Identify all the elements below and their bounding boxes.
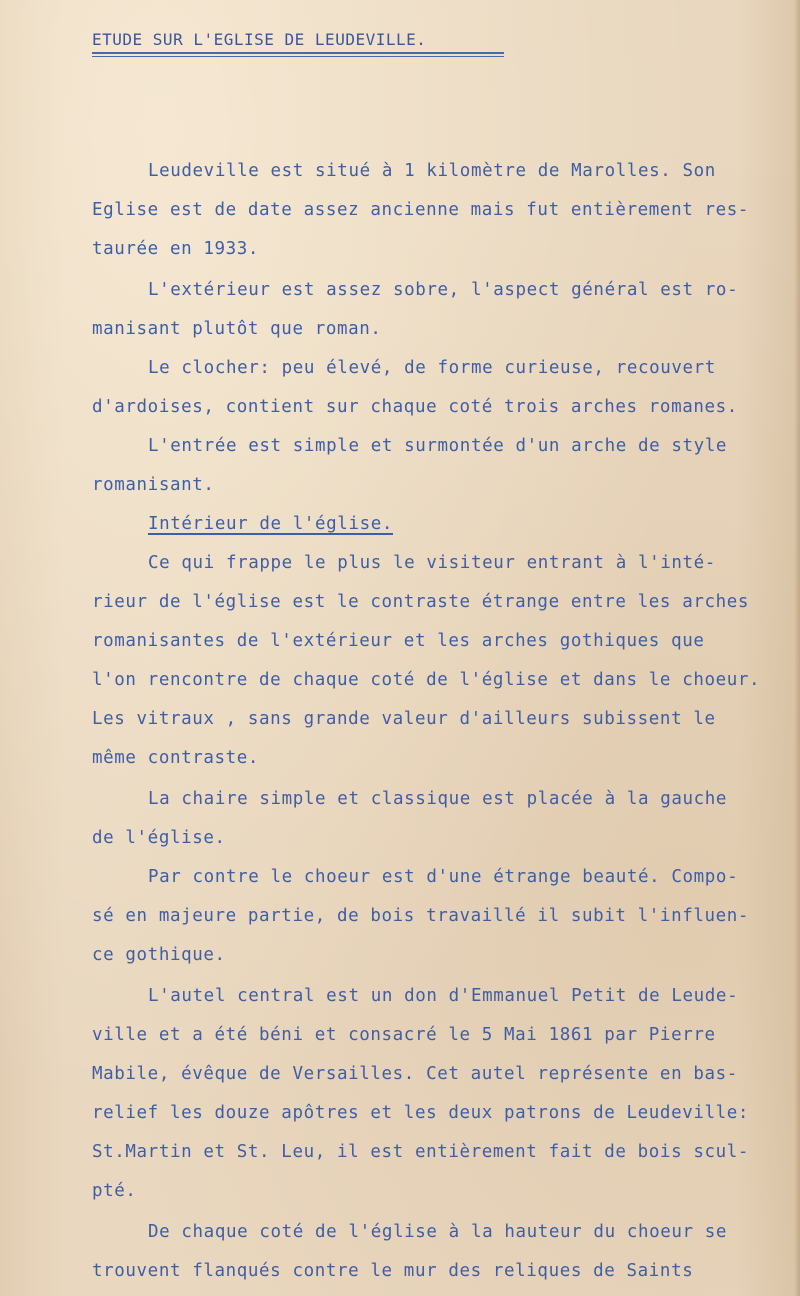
- text-line: L'autel central est un don d'Emmanuel Petit de Leude-: [148, 986, 739, 1006]
- text-line: St.Martin et St. Leu, il est entièrement fait de bois scul-: [92, 1142, 750, 1162]
- text-line: romanisantes de l'extérieur et les arches gothiques que: [92, 631, 705, 651]
- text-line: Ce qui frappe le plus le visiteur entrant à l'inté-: [148, 553, 716, 573]
- text-line: Le clocher: peu élevé, de forme curieuse, recouvert: [148, 358, 716, 378]
- paper-edge-shadow: [794, 0, 800, 1296]
- text-line: L'extérieur est assez sobre, l'aspect général est ro-: [148, 280, 739, 300]
- text-line: relief les douze apôtres et les deux patrons de Leudeville:: [92, 1103, 750, 1123]
- document-title: ETUDE SUR L'EGLISE DE LEUDEVILLE.: [92, 30, 427, 49]
- section-heading: Intérieur de l'église.: [148, 514, 393, 534]
- text-line: Eglise est de date assez ancienne mais fut entièrement res-: [92, 200, 750, 220]
- text-line: pté.: [92, 1181, 137, 1201]
- text-line: sé en majeure partie, de bois travaillé il subit l'influen-: [92, 906, 750, 926]
- text-line: de l'église.: [92, 828, 226, 848]
- text-line: l'on rencontre de chaque coté de l'église et dans le choeur.: [92, 670, 761, 690]
- title-underline: [92, 52, 504, 54]
- text-line: taurée en 1933.: [92, 239, 260, 259]
- text-line: De chaque coté de l'église à la hauteur du choeur se: [148, 1222, 728, 1242]
- text-line: d'ardoises, contient sur chaque coté trois arches romanes.: [92, 397, 738, 417]
- text-line: Mabile, évêque de Versailles. Cet autel représente en bas-: [92, 1064, 738, 1084]
- document-title-block: [92, 30, 504, 57]
- text-line: Par contre le choeur est d'une étrange beauté. Compo-: [148, 867, 739, 887]
- text-line: Les vitraux , sans grande valeur d'ailleurs subissent le: [92, 709, 716, 729]
- text-line: La chaire simple et classique est placée à la gauche: [148, 789, 728, 809]
- text-line: rieur de l'église est le contraste étrange entre les arches: [92, 592, 750, 612]
- title-underline-second: [92, 56, 504, 57]
- text-line: même contraste.: [92, 748, 260, 768]
- text-line: Leudeville est situé à 1 kilomètre de Marolles. Son: [148, 161, 716, 181]
- text-line: ville et a été béni et consacré le 5 Mai 1861 par Pierre: [92, 1025, 716, 1045]
- text-line: trouvent flanqués contre le mur des reliques de Saints: [92, 1261, 694, 1281]
- text-line: L'entrée est simple et surmontée d'un arche de style: [148, 436, 728, 456]
- text-line: romanisant.: [92, 475, 215, 495]
- text-line: manisant plutôt que roman.: [92, 319, 382, 339]
- text-line: ce gothique.: [92, 945, 226, 965]
